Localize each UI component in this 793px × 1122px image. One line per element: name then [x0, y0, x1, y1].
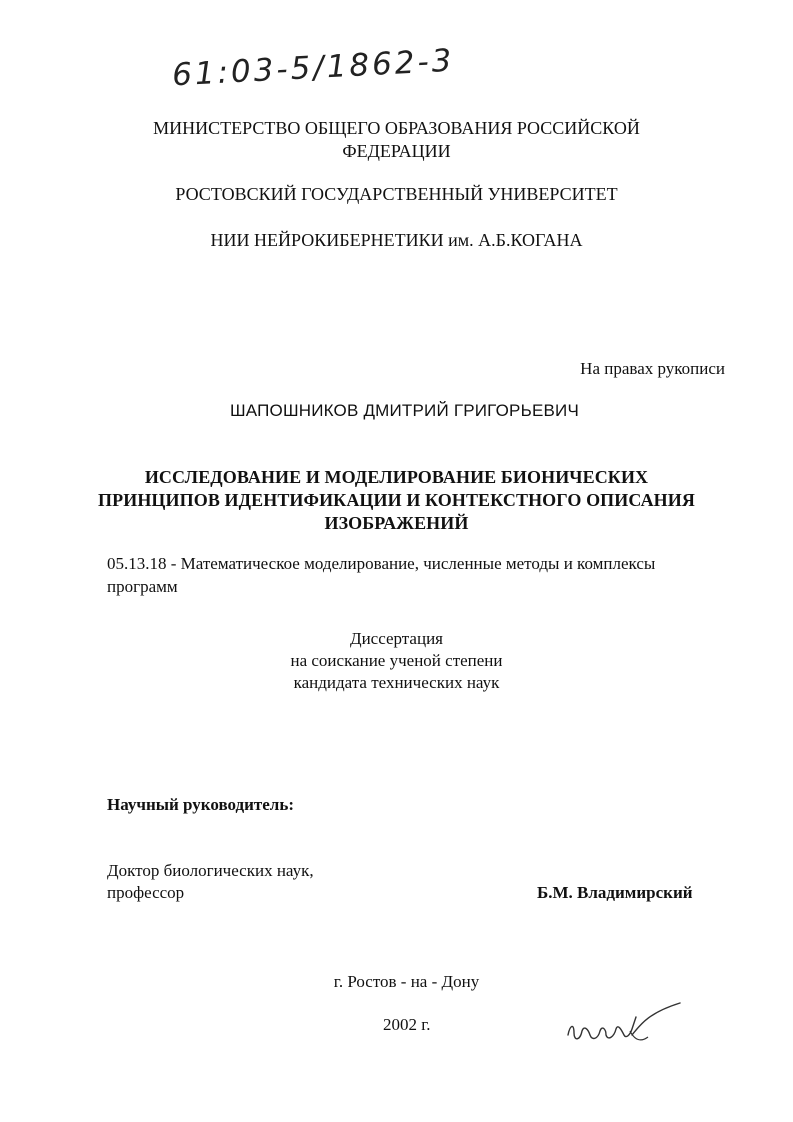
- thesis-title-line-2: ПРИНЦИПОВ ИДЕНТИФИКАЦИИ И КОНТЕКСТНОГО ОПИСАНИЯ: [98, 490, 695, 510]
- year: 2002 г.: [383, 1015, 431, 1034]
- manuscript-rights-note: На правах рукописи: [580, 359, 725, 378]
- university-name: РОСТОВСКИЙ ГОСУДАРСТВЕННЫЙ УНИВЕРСИТЕТ: [175, 184, 618, 204]
- supervisor-credentials-line-2: профессор: [107, 883, 185, 902]
- supervisor-name: Б.М. Владимирский: [537, 883, 693, 902]
- specialty-line-1: 05.13.18 - Математическое моделирование, численные методы и комплексы: [107, 554, 656, 573]
- handwritten-signature: [560, 995, 700, 1055]
- specialty-line-2: программ: [107, 577, 178, 596]
- supervisor-heading: Научный руководитель:: [107, 795, 294, 814]
- supervisor-credentials-line-1: Доктор биологических наук,: [107, 861, 314, 880]
- author-name: ШАПОШНИКОВ ДМИТРИЙ ГРИГОРЬЕВИЧ: [230, 401, 579, 420]
- ministry-line-1: МИНИСТЕРСТВО ОБЩЕГО ОБРАЗОВАНИЯ РОССИЙСКОЙ: [153, 118, 640, 138]
- ministry-line-2: ФЕДЕРАЦИИ: [342, 141, 451, 161]
- institute-name: НИИ НЕЙРОКИБЕРНЕТИКИ им. А.Б.КОГАНА: [210, 230, 583, 250]
- archive-code-handwritten: 61:03-5/1862-3: [171, 42, 456, 94]
- thesis-title-line-1: ИССЛЕДОВАНИЕ И МОДЕЛИРОВАНИЕ БИОНИЧЕСКИХ: [144, 467, 649, 487]
- city: г. Ростов - на - Дону: [333, 972, 480, 991]
- degree-line-2: на соискание ученой степени: [290, 651, 503, 670]
- degree-line-1: Диссертация: [349, 629, 443, 648]
- thesis-title-line-3: ИЗОБРАЖЕНИЙ: [324, 513, 469, 533]
- degree-line-3: кандидата технических наук: [293, 673, 500, 692]
